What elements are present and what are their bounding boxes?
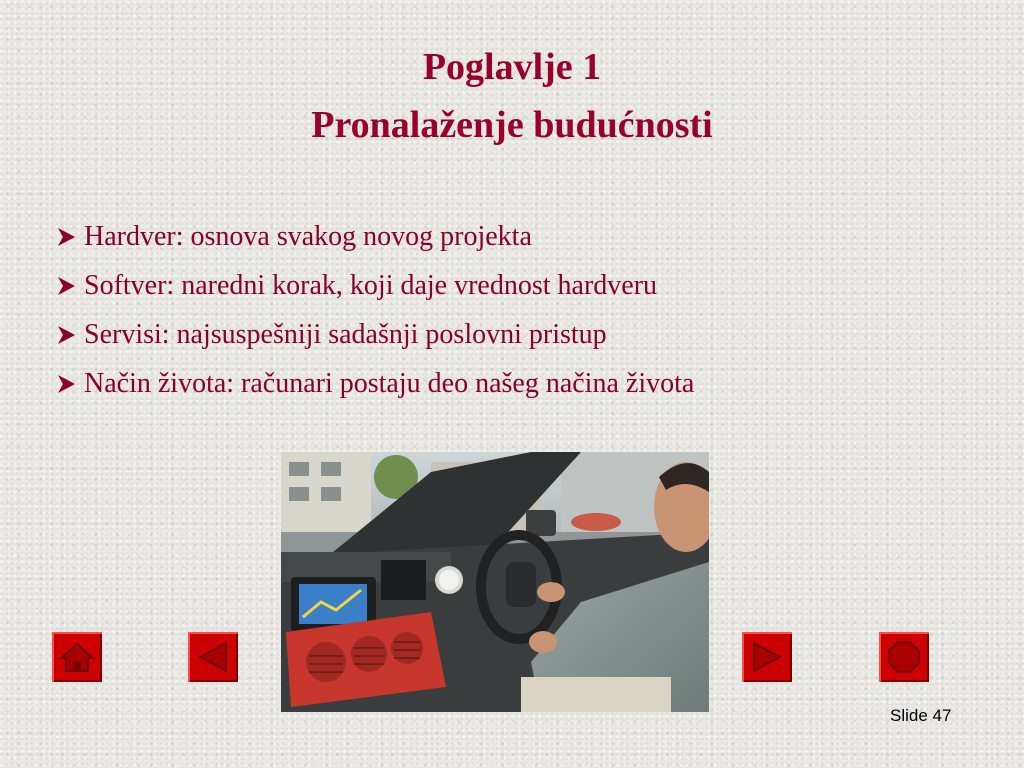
next-slide-button[interactable] — [742, 632, 792, 682]
slide-number: Slide 47 — [890, 706, 952, 725]
home-icon — [52, 632, 102, 682]
end-show-button[interactable] — [879, 632, 929, 682]
arrow-bullet-icon — [55, 226, 77, 248]
bullet-text: Hardver: osnova svakog novog projekta — [84, 220, 532, 252]
car-navigation-photo — [281, 452, 709, 712]
bullet-item — [55, 261, 694, 310]
previous-slide-button[interactable] — [188, 632, 238, 682]
bullet-item — [55, 359, 694, 408]
bullet-text: Način života: računari postaju deo našeg načina života — [84, 367, 695, 399]
bullet-text: Softver: naredni korak, koji daje vrednost hardveru — [84, 269, 658, 301]
bullet-item — [55, 212, 694, 261]
arrow-bullet-icon — [55, 373, 77, 395]
slide-title-line2: Pronalaženje budućnosti — [311, 104, 713, 146]
triangle-right-icon — [742, 632, 792, 682]
bullet-item — [55, 310, 694, 359]
arrow-bullet-icon — [55, 275, 77, 297]
bullet-text: Servisi: najsuspešniji sadašnji poslovni pristup — [84, 318, 607, 350]
octagon-stop-icon — [879, 632, 929, 682]
arrow-bullet-icon — [55, 324, 77, 346]
bullet-list — [55, 212, 694, 408]
home-button[interactable] — [52, 632, 102, 682]
triangle-left-icon — [188, 632, 238, 682]
slide-title-line1: Poglavlje 1 — [422, 46, 602, 88]
